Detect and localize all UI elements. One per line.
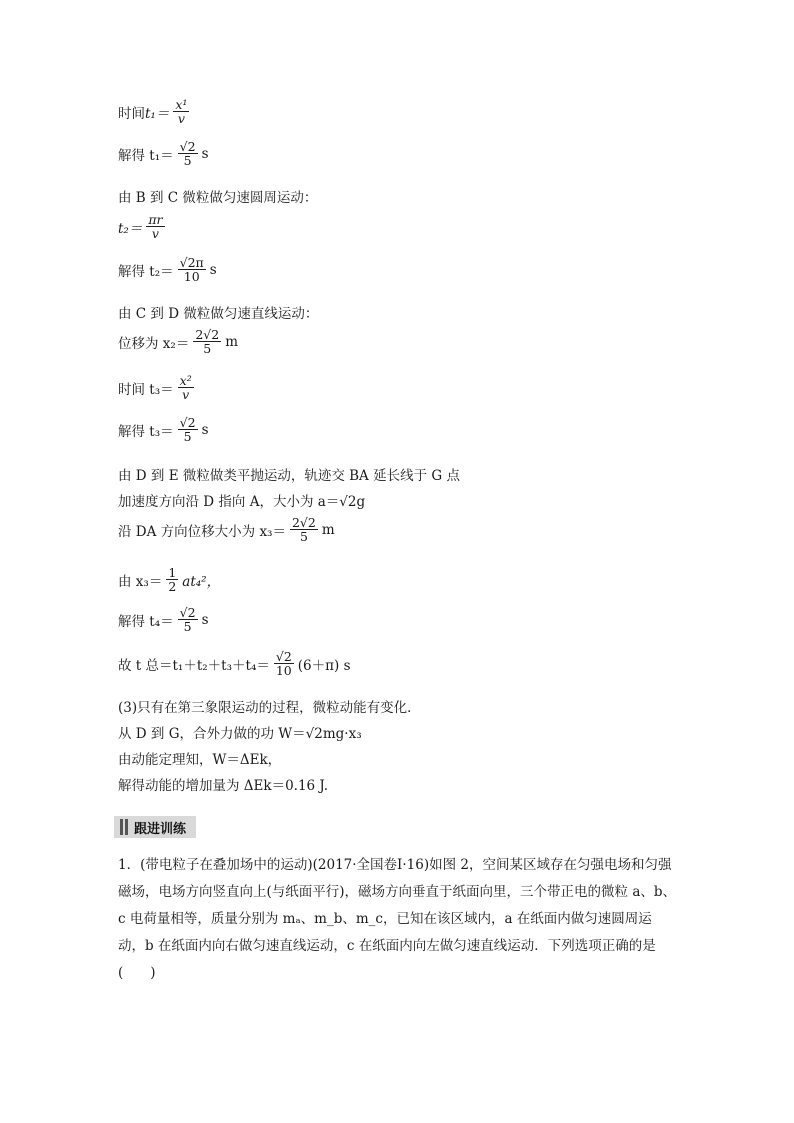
solution-line-de (118, 464, 460, 484)
text: 沿 DA 方向位移大小为 x₃＝ (118, 523, 286, 540)
text: 解得 t₄＝ (118, 613, 174, 630)
text: 解得 t₃＝ (118, 423, 174, 440)
fraction: $\frac{1}{2}$ (168, 565, 177, 595)
fraction: $\frac{\text{x²}}{v}$ (179, 373, 192, 403)
text: 解得动能的增加量为 ΔEk＝0.16 J. (118, 778, 329, 794)
text: 故 t 总＝t₁＋t₂＋t₃＋t₄＝ (118, 657, 270, 674)
section-badge-label: 跟进训练 (134, 821, 187, 837)
solution-line-t3-result (118, 416, 209, 443)
text: 时间 (118, 105, 145, 122)
fraction: $\frac{2√2}{5}$ (291, 515, 316, 545)
solution-line-t4-result (118, 606, 209, 633)
solution-line-accel (118, 490, 365, 510)
text: (3)只有在第三象限运动的过程，微粒动能有变化． (118, 700, 421, 716)
bars-icon (120, 819, 128, 835)
solution-line-x3 (118, 516, 335, 543)
fraction: $\frac{√2\pi}{10}$ (179, 255, 204, 285)
text: 解得 t₁＝ (118, 147, 174, 164)
solution-line-part3 (118, 696, 421, 716)
solution-line-bc (118, 186, 317, 206)
solution-line-t2-result (118, 256, 217, 283)
text: 由 C 到 D 微粒做匀速直线运动： (118, 306, 319, 322)
unit: s (201, 421, 209, 438)
fraction: $\frac{√2}{5}$ (179, 415, 196, 445)
fraction: $\frac{\pi r}{v}$ (148, 212, 163, 242)
question-text: 1．(带电粒子在叠加场中的运动)(2017·全国卷Ⅰ·16)如图 2，空间某区域存在匀强电场和匀强磁场，电场方向竖直向上(与纸面平行)，磁场方向垂直于纸面向里，三个带正电的微粒 a、b、c 电荷量相等，质量分别为 mₐ、m_b、m_c，已知在该区域内，a 在纸面内做匀速圆周运动，b 在纸面内向右做匀速直线运动，c 在纸面内向左做匀速直线运动．下列选项正确的是( ) (118, 857, 677, 981)
unit: s (201, 611, 209, 628)
fraction: $\frac{√2}{10}$ (275, 649, 292, 679)
fraction: $\frac{√2}{5}$ (179, 139, 196, 169)
text: 由 D 到 E 微粒做类平抛运动，轨迹交 BA 延长线于 G 点 (118, 468, 460, 484)
solution-line-t3 (118, 374, 198, 401)
solution-line-x2 (118, 328, 238, 355)
fraction: $\frac{2√2}{5}$ (195, 327, 220, 357)
text: 位移为 x₂＝ (118, 335, 190, 352)
unit: s (209, 261, 217, 278)
text: 解得 t₂＝ (118, 263, 174, 280)
text: 由 B 到 C 微粒做匀速圆周运动： (118, 190, 318, 206)
solution-line-theorem (118, 748, 281, 768)
text: t₁＝ (145, 105, 170, 122)
text: t₂＝ (118, 220, 143, 237)
text: 由动能定理知，W＝ΔEk， (118, 752, 282, 768)
unit: s (201, 145, 209, 162)
text: (6＋π) s (297, 657, 351, 674)
solution-line-x3-eq (118, 566, 220, 593)
solution-line-cd (118, 302, 318, 322)
unit: m (321, 521, 335, 538)
text: at₄²， (182, 573, 221, 590)
solution-line-energy (118, 774, 328, 794)
fraction: $\frac{√2}{5}$ (179, 605, 196, 635)
solution-line-t1 (118, 98, 193, 125)
solution-line-total (118, 650, 351, 677)
text: 时间 t₃＝ (118, 381, 174, 398)
section-header (114, 816, 204, 838)
question-1 (118, 852, 678, 987)
fraction: $\frac{\text{x¹}}{v}$ (175, 97, 188, 127)
text: 从 D 到 G，合外力做的功 W＝√2mg·x₃ (118, 726, 362, 742)
solution-line-work (118, 722, 362, 742)
section-badge (114, 816, 196, 838)
text: 由 x₃＝ (118, 573, 163, 590)
unit: m (225, 333, 239, 350)
solution-line-t2 (118, 213, 169, 240)
text: 加速度方向沿 D 指向 A，大小为 a＝√2g (118, 494, 366, 510)
solution-line-t1-result (118, 140, 209, 167)
